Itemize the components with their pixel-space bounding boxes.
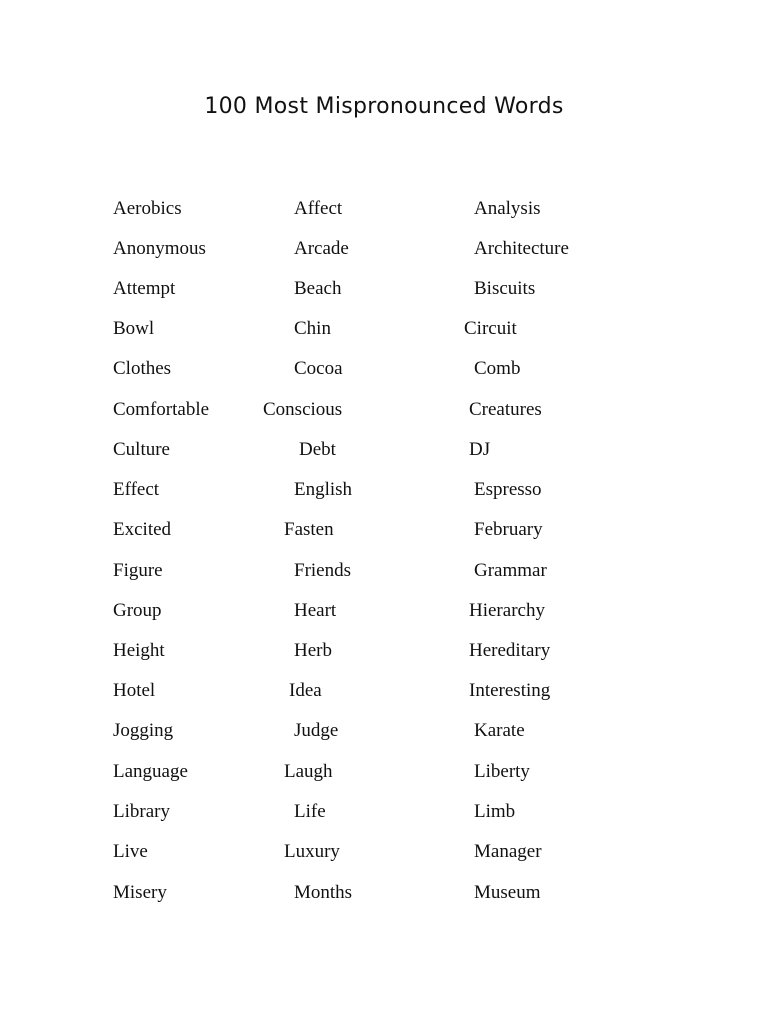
word-item: Grammar bbox=[474, 560, 547, 581]
word-item: Months bbox=[294, 882, 353, 903]
word-item: Herb bbox=[294, 640, 332, 661]
word-item: Museum bbox=[474, 882, 541, 903]
word-item: Idea bbox=[289, 680, 322, 701]
word-item: Jogging bbox=[113, 720, 174, 741]
word-item: Affect bbox=[294, 198, 343, 219]
word-item: Excited bbox=[113, 519, 172, 540]
word-item: Group bbox=[113, 600, 162, 621]
word-item: Anonymous bbox=[113, 238, 206, 259]
word-item: Clothes bbox=[113, 358, 172, 379]
word-item: Circuit bbox=[464, 318, 517, 339]
word-item: Biscuits bbox=[474, 278, 536, 299]
word-item: DJ bbox=[469, 439, 491, 460]
word-item: Hierarchy bbox=[469, 600, 545, 621]
word-item: Friends bbox=[294, 560, 351, 581]
word-item: Height bbox=[113, 640, 165, 661]
word-item: Hotel bbox=[113, 680, 156, 701]
word-item: Culture bbox=[113, 439, 170, 460]
word-item: Manager bbox=[474, 841, 542, 862]
word-item: Life bbox=[294, 801, 326, 822]
word-item: Attempt bbox=[113, 278, 176, 299]
word-item: Cocoa bbox=[294, 358, 343, 379]
word-item: Heart bbox=[294, 600, 337, 621]
word-item: Karate bbox=[474, 720, 525, 741]
word-item: English bbox=[294, 479, 353, 500]
word-item: February bbox=[474, 519, 543, 540]
word-item: Misery bbox=[113, 882, 167, 903]
word-item: Conscious bbox=[263, 399, 343, 420]
word-item: Espresso bbox=[474, 479, 542, 500]
word-item: Liberty bbox=[474, 761, 530, 782]
word-item: Limb bbox=[474, 801, 516, 822]
word-item: Library bbox=[113, 801, 170, 822]
word-item: Fasten bbox=[284, 519, 334, 540]
word-item: Aerobics bbox=[113, 198, 182, 219]
word-item: Interesting bbox=[469, 680, 551, 701]
word-item: Effect bbox=[113, 479, 160, 500]
word-item: Luxury bbox=[284, 841, 340, 862]
word-item: Chin bbox=[294, 318, 331, 339]
word-item: Laugh bbox=[284, 761, 333, 782]
word-item: Figure bbox=[113, 560, 163, 581]
word-item: Comb bbox=[474, 358, 521, 379]
word-item: Live bbox=[113, 841, 148, 862]
word-item: Judge bbox=[294, 720, 339, 741]
word-item: Architecture bbox=[474, 238, 569, 259]
word-item: Hereditary bbox=[469, 640, 551, 661]
word-item: Creatures bbox=[469, 399, 542, 420]
word-item: Beach bbox=[294, 278, 342, 299]
word-item: Language bbox=[113, 761, 188, 782]
page-title: 100 Most Mispronounced Words bbox=[204, 94, 564, 119]
word-item: Debt bbox=[299, 439, 336, 460]
word-item: Arcade bbox=[294, 238, 349, 259]
word-item: Bowl bbox=[113, 318, 155, 339]
word-item: Analysis bbox=[474, 198, 541, 219]
word-item: Comfortable bbox=[113, 399, 210, 420]
